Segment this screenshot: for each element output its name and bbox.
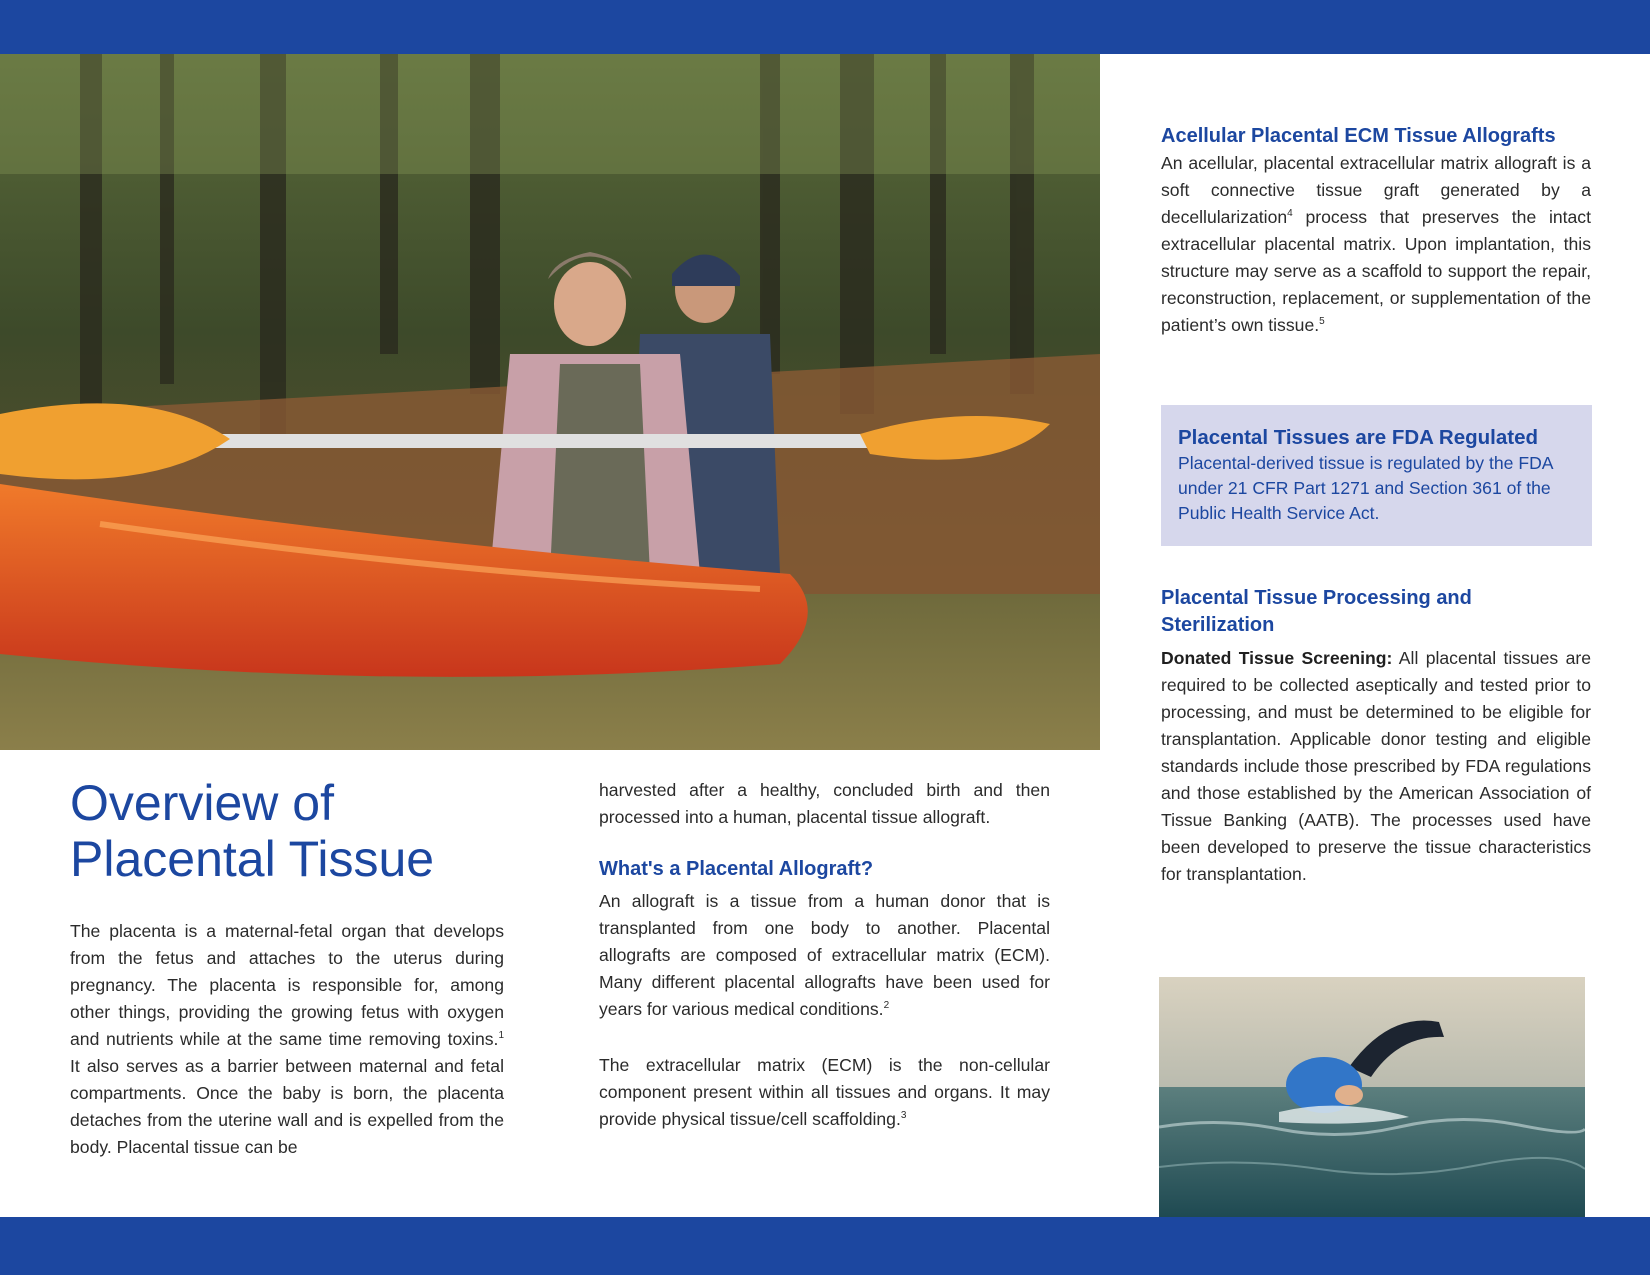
acellular-section bbox=[1161, 123, 1591, 339]
overview-text-b: It also serves as a barrier between maternal and fetal compartments. Once the baby is born, the placenta detaches from the uterine wall and is expelled from the body. Placental tissue can be bbox=[70, 1056, 504, 1157]
bottom-band bbox=[0, 1217, 1650, 1275]
processing-text: All placental tissues are required to be collected aseptically and tested prior to processing, and must be determined to be eligible for transplantation. Applicable donor testing and eligible standards include those prescribed by FDA regulations and those established by the American Association of Tissue Banking (AATB). The processes used have been developed to preserve the tissue characteristics for transplantation. bbox=[1161, 648, 1592, 884]
allograft-heading: What's a Placental Allograft? bbox=[599, 858, 874, 880]
page-title bbox=[70, 775, 540, 887]
acellular-text-b: process that preserves the intact extracellular placental matrix. Upon implantation, this structure may serve as a scaffold to support the repair, reconstruction, replacement, or supplementation of the patient’s own tissue. bbox=[1161, 207, 1591, 335]
top-band bbox=[0, 0, 1650, 54]
processing-heading bbox=[1161, 585, 1591, 639]
swimmer-photo bbox=[1159, 977, 1585, 1217]
title-line-1: Overview of bbox=[70, 775, 334, 831]
processing-paragraph bbox=[1161, 645, 1591, 888]
processing-heading-line-2: Sterilization bbox=[1161, 614, 1275, 636]
ecm-paragraph bbox=[599, 1052, 1050, 1133]
overview-continuation: harvested after a healthy, concluded birth and then processed into a human, placental tissue allograft. bbox=[599, 780, 1050, 827]
acellular-text-a: An acellular, placental extracellular matrix allograft is a soft connective tissue graft generated by a decellularization bbox=[1161, 153, 1591, 227]
acellular-paragraph bbox=[1161, 150, 1591, 339]
processing-heading-line-1: Placental Tissue Processing and bbox=[1161, 587, 1472, 609]
footnote-3: 3 bbox=[900, 1110, 907, 1122]
title-line-2: Placental Tissue bbox=[70, 831, 435, 887]
allograft-column bbox=[599, 777, 1050, 1133]
allograft-text: An allograft is a tissue from a human donor that is transplanted from one body to another. Placental allografts are composed of extracellular matrix (ECM). Many different placental allografts have been used for years for various medical conditions. bbox=[599, 891, 1050, 1019]
overview-text-a: The placenta is a maternal-fetal organ that develops from the fetus and attaches to the uterus during pregnancy. The placenta is responsible for, among other things, providing the growing fetus with oxygen and nutrients while at the same time removing toxins. bbox=[70, 921, 504, 1049]
overview-paragraph bbox=[70, 918, 504, 1161]
fda-callout-box bbox=[1161, 405, 1592, 546]
kayak-couple-photo bbox=[0, 54, 1100, 750]
fda-title: Placental Tissues are FDA Regulated bbox=[1178, 426, 1539, 449]
footnote-5: 5 bbox=[1319, 316, 1325, 328]
footnote-1: 1 bbox=[498, 1030, 504, 1042]
ecm-text: The extracellular matrix (ECM) is the non-cellular component present within all tissues and organs. It may provide physical tissue/cell scaffolding. bbox=[599, 1055, 1050, 1129]
processing-section bbox=[1161, 585, 1591, 888]
footnote-2: 2 bbox=[883, 1000, 890, 1012]
footnote-4: 4 bbox=[1287, 208, 1293, 220]
acellular-heading: Acellular Placental ECM Tissue Allografts bbox=[1161, 125, 1556, 147]
fda-text: Placental-derived tissue is regulated by the FDA under 21 CFR Part 1271 and Section 361 of the Public Health Service Act. bbox=[1178, 453, 1553, 523]
overview-column bbox=[70, 918, 504, 1161]
screening-label: Donated Tissue Screening: bbox=[1161, 648, 1393, 668]
allograft-paragraph bbox=[599, 888, 1050, 1023]
